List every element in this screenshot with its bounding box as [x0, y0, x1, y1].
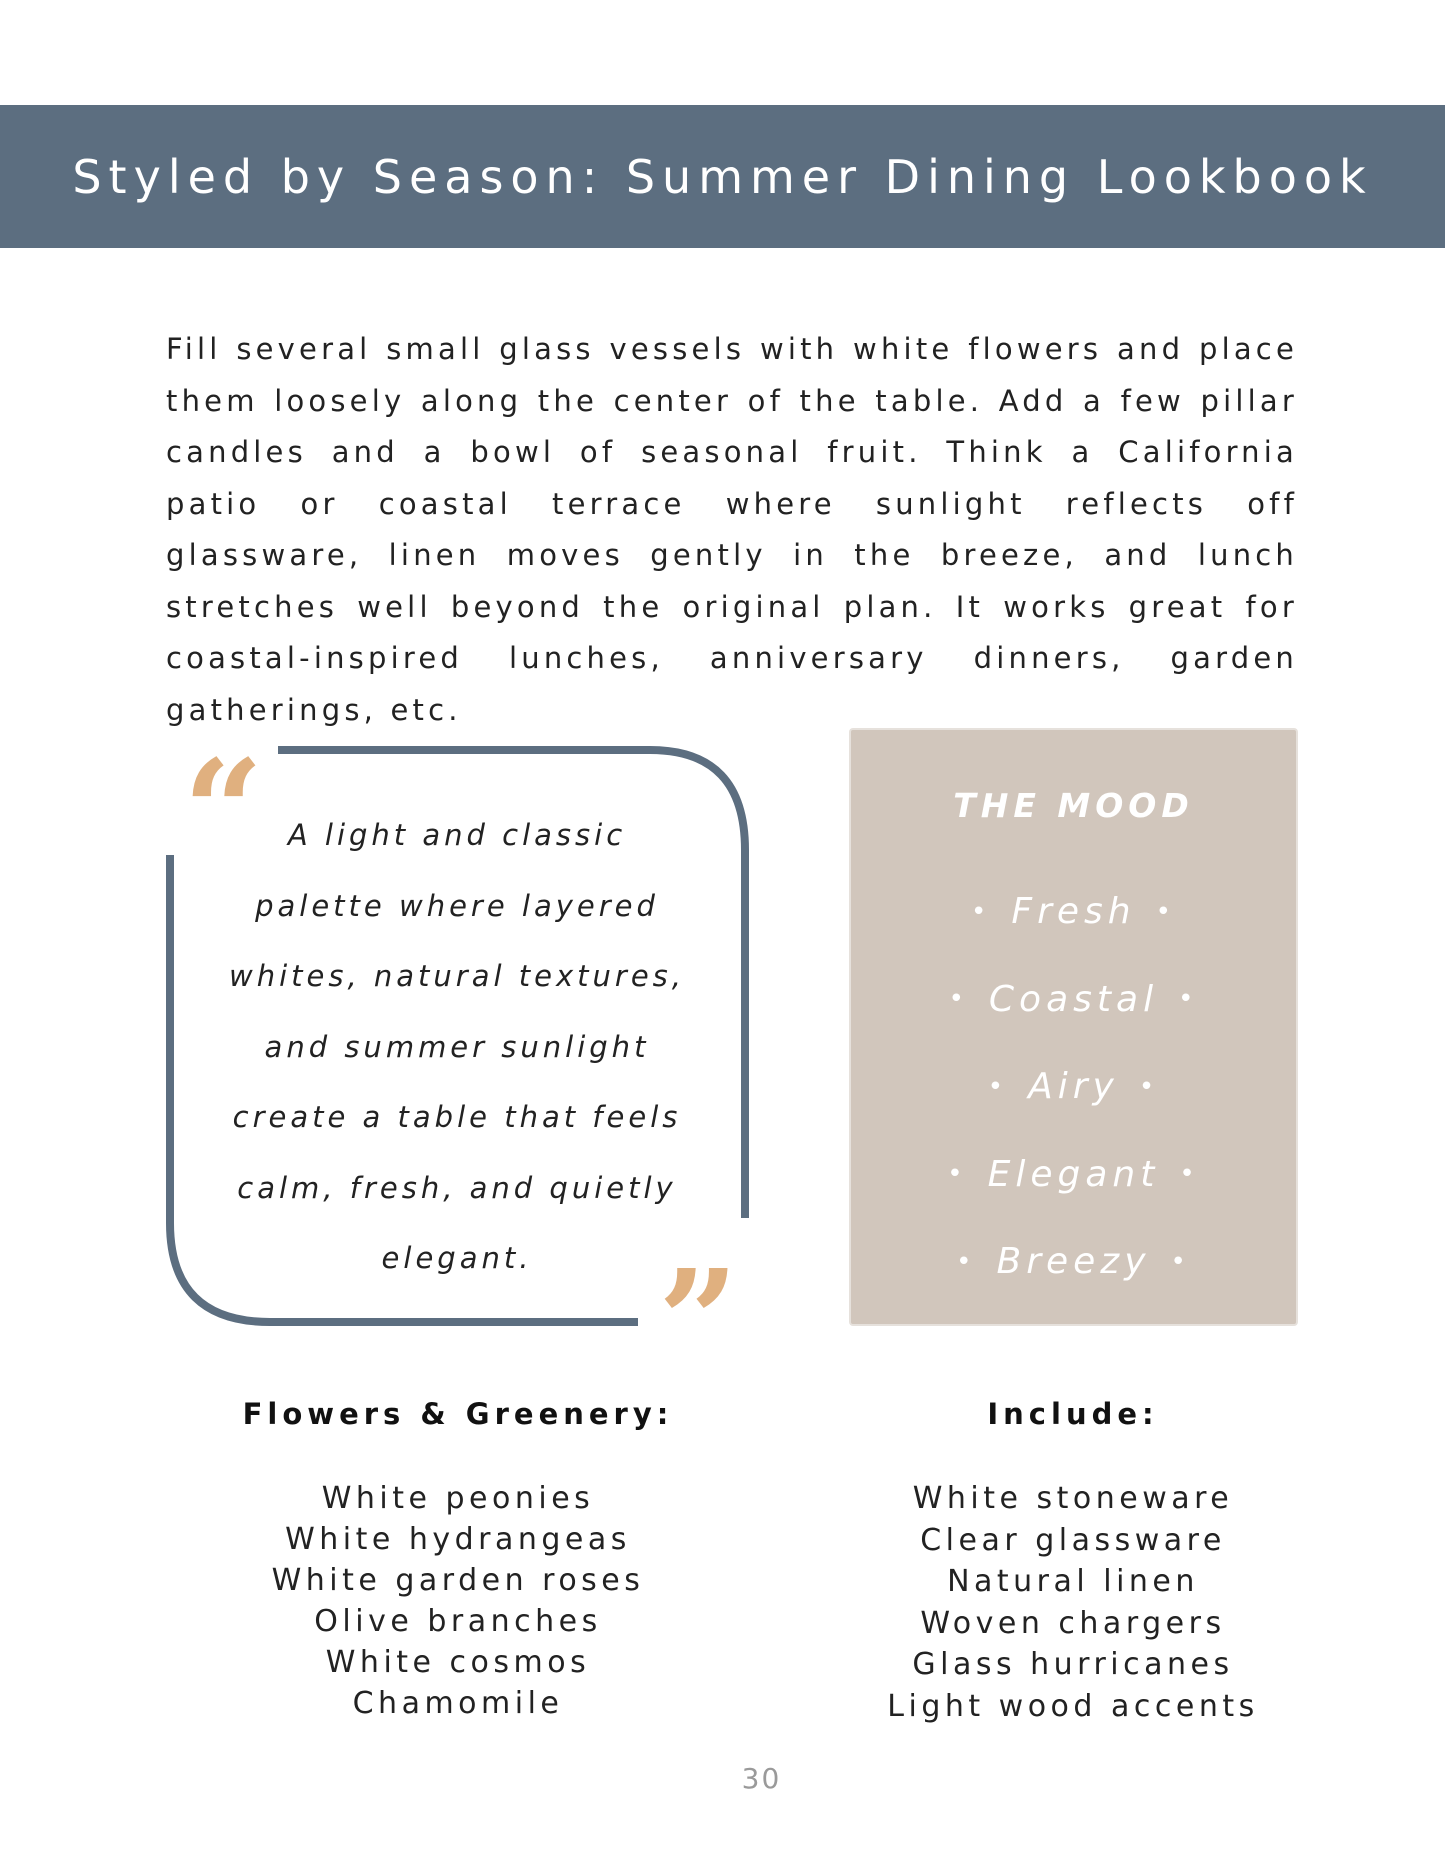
list-item: White stoneware	[912, 1481, 1234, 1516]
bullet-icon: •	[1138, 1071, 1160, 1102]
mood-item	[851, 956, 1296, 1044]
bullet-icon: •	[1155, 896, 1176, 927]
list-item: White garden roses	[271, 1563, 645, 1598]
list-item: White cosmos	[325, 1645, 591, 1680]
bullet-icon: •	[947, 1159, 968, 1190]
bullet-icon: •	[1179, 1159, 1200, 1190]
page-title: Styled by Season: Summer Dining Lookbook	[72, 149, 1373, 204]
mood-item-label: Coastal	[988, 978, 1159, 1020]
page-number: 30	[741, 1762, 782, 1795]
flowers-heading: Flowers & Greenery:	[242, 1397, 674, 1431]
bullet-icon: •	[1170, 1246, 1191, 1277]
mood-item-label: Airy	[1028, 1066, 1119, 1108]
list-item: White peonies	[321, 1481, 595, 1516]
list-item: Natural linen	[947, 1564, 1199, 1599]
list-item: Glass hurricanes	[912, 1647, 1234, 1682]
bullet-icon: •	[956, 1246, 977, 1277]
intro-paragraph: Fill several small glass vessels with white flowers and place them loosely along the center of the table. Add a few pillar candles and a bowl of seasonal fruit. Think a California patio or coastal terrace where sunlight reflects off glassware, linen moves gently in the breeze, and lunch stretches well beyond the original plan. It works great for coastal-inspired lunches, anniversary dinners, garden gatherings, etc.	[166, 332, 1298, 727]
list-item: Woven chargers	[920, 1605, 1226, 1641]
title-banner	[0, 105, 1445, 248]
mood-item-label: Breezy	[996, 1241, 1151, 1283]
bullet-icon: •	[1178, 984, 1199, 1015]
pull-quote-text: A light and classic palette where layered whites, natural textures, and summer sunlight create a table that feels calm, fresh, and quietly elegant.	[228, 818, 685, 1275]
mood-item	[851, 868, 1296, 956]
mood-title: THE MOOD	[953, 786, 1194, 825]
mood-item-label: Fresh	[1011, 891, 1136, 933]
bullet-icon: •	[987, 1071, 1009, 1102]
mood-item	[851, 1218, 1296, 1306]
list-item: White hydrangeas	[285, 1522, 631, 1557]
flowers-section	[238, 1396, 678, 1724]
mood-list	[851, 868, 1296, 1306]
bullet-icon: •	[948, 984, 969, 1015]
mood-item	[851, 1043, 1296, 1131]
mood-item	[851, 1131, 1296, 1219]
list-item: Light wood accents	[887, 1688, 1259, 1724]
list-item: Clear glassware	[920, 1522, 1226, 1558]
list-item: Olive branches	[314, 1604, 602, 1639]
mood-panel	[849, 728, 1298, 1326]
close-quote-icon: ”	[658, 1240, 739, 1404]
list-item: Chamomile	[352, 1686, 564, 1721]
include-list	[853, 1478, 1293, 1727]
open-quote-icon: “	[183, 730, 264, 894]
include-section	[853, 1396, 1293, 1727]
flowers-list	[238, 1478, 678, 1724]
mood-item-label: Elegant	[987, 1153, 1160, 1195]
bullet-icon: •	[971, 896, 992, 927]
include-heading: Include:	[987, 1397, 1159, 1431]
